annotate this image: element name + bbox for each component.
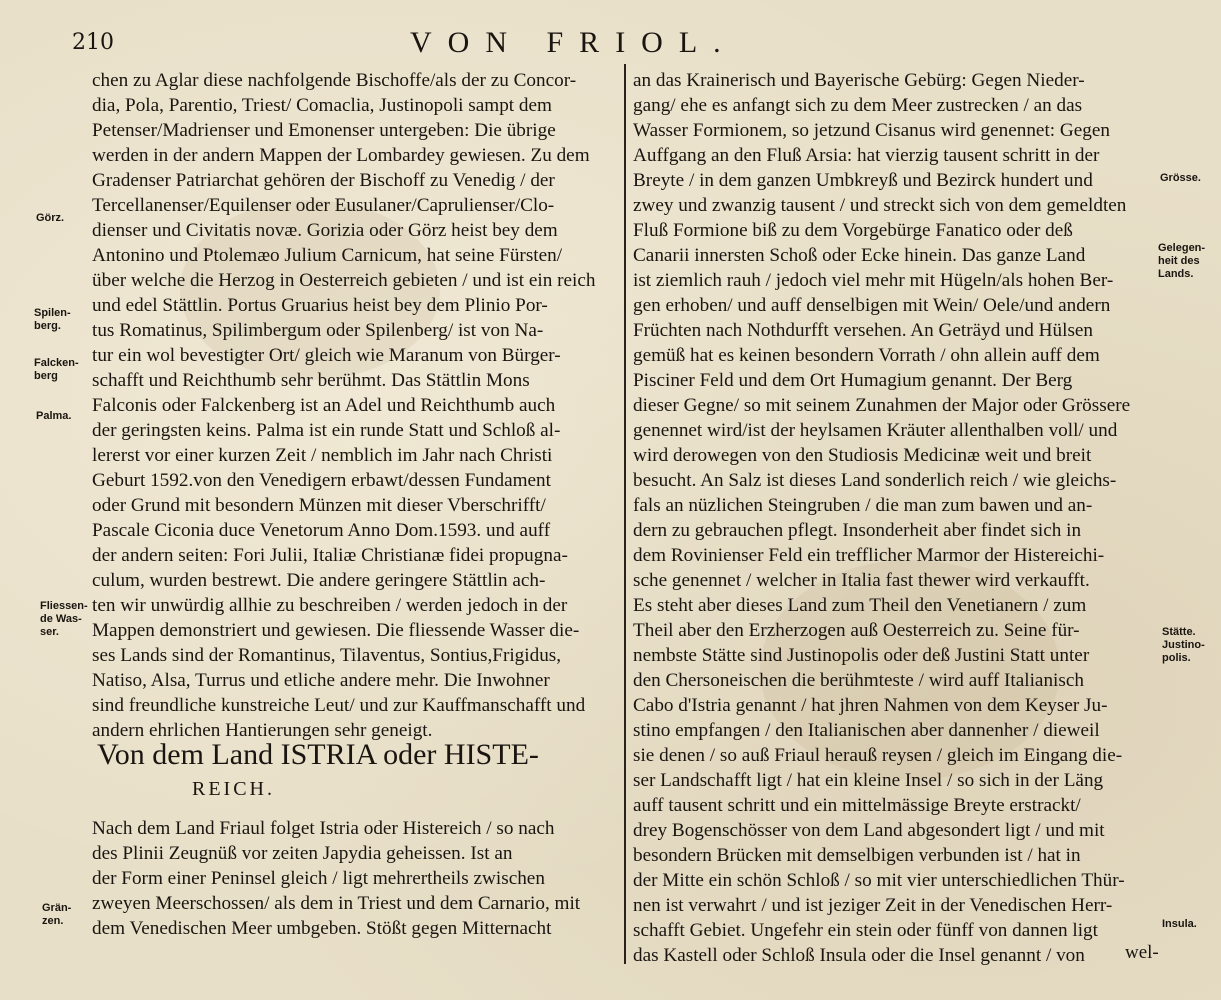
margin-note-goerz: Görz.	[36, 212, 65, 224]
text-line: auff tausent schritt und ein mittelmässige Breyte erstrackt/	[633, 795, 1081, 816]
text-line: nembste Stätte sind Justinopolis oder deß Justini Statt unter	[633, 645, 1090, 666]
text-line: Breyte / in dem ganzen Umbkreyß und Bezirck hundert und	[633, 170, 1093, 191]
column-divider	[624, 64, 626, 964]
text-line: an das Krainerisch und Bayerische Gebürg: Gegen Nieder-	[633, 70, 1085, 91]
text-line: zwey und zwanzig tausent / und streckt sich von dem gemeldten	[633, 195, 1127, 216]
text-line: Cabo d'Istria genannt / hat jhren Nahmen von dem Keyser Ju-	[633, 695, 1108, 716]
text-line: das Kastell oder Schloß Insula oder die Insel genannt / von	[633, 945, 1085, 966]
text-line: sie denen / so auß Friaul herauß reysen / gleich im Eingang die-	[633, 745, 1123, 766]
text-line: Antonino und Ptolemæo Julium Carnicum, hat seine Fürsten/	[92, 245, 563, 266]
text-line: wird derowegen von den Studiosis Medicinæ weit und breit	[633, 445, 1092, 466]
text-line: fals an nüzlichen Steingruben / die man zum bawen und an-	[633, 495, 1093, 516]
text-line: Tercellanenser/Equilenser oder Eusulaner/Caprulienser/Clo-	[92, 195, 555, 216]
section-heading	[97, 738, 539, 806]
catchword: wel-	[1125, 942, 1159, 963]
running-title: VON FRIOL.	[410, 26, 737, 59]
margin-note-gelegenheit: Gelegen- heit des Lands.	[1158, 242, 1206, 280]
text-line: Natiso, Alsa, Turrus und etliche andere mehr. Die Inwohner	[92, 670, 550, 691]
text-line: tur ein wol bevestigter Ort/ gleich wie Maranum von Bürger-	[92, 345, 561, 366]
text-line: Fluß Formione biß zu dem Vorgebürge Fanatico oder deß	[633, 220, 1073, 241]
text-line: andern ehrlichen Hantierungen sehr geneigt.	[92, 720, 433, 741]
page-number: 210	[72, 30, 114, 55]
text-line: sind freundliche kunstreiche Leut/ und zur Kauffmanschafft und	[92, 695, 586, 716]
margin-note-groesse: Grösse.	[1160, 172, 1201, 184]
margin-note-graenzen: Grän- zen.	[42, 902, 72, 927]
text-line: Pascale Ciconia duce Venetorum Anno Dom.1593. und auff	[92, 520, 551, 541]
text-line: chen zu Aglar diese nachfolgende Bischoffe/als der zu Concor-	[92, 70, 577, 91]
right-column	[633, 68, 1153, 968]
text-line: dienser und Civitatis novæ. Gorizia oder Görz heist bey dem	[92, 220, 558, 241]
text-line: Canarii innersten Schoß oder Ecke hinein. Das ganze Land	[633, 245, 1086, 266]
margin-note-fliessende-wasser: Fliessen- de Was- ser.	[40, 600, 88, 638]
text-line: schafft und Reichthumb sehr berühmt. Das Stättlin Mons	[92, 370, 530, 391]
text-line: der Mitte ein schön Schloß / so mit vier unterschiedlichen Thür-	[633, 870, 1125, 891]
text-line: sche genennet / welcher in Italia fast thewer wird verkaufft.	[633, 570, 1090, 591]
text-line: dem Rovinienser Feld ein trefflicher Marmor der Histereichi-	[633, 545, 1105, 566]
text-line: gen erhoben/ und auff denselbigen mit Wein/ Oele/und andern	[633, 295, 1111, 316]
text-line: Nach dem Land Friaul folget Istria oder Histereich / so nach	[92, 818, 555, 839]
margin-note-palma: Palma.	[36, 410, 72, 422]
text-line: Es steht aber dieses Land zum Theil den Venetianern / zum	[633, 595, 1087, 616]
text-line: genennet wird/ist der heylsamen Kräuter allenthalben voll/ und	[633, 420, 1118, 441]
text-line: oder Grund mit besondern Münzen mit dieser Vberschrifft/	[92, 495, 546, 516]
text-line: besucht. An Salz ist dieses Land sonderlich reich / wie gleichs-	[633, 470, 1117, 491]
margin-note-staette: Stätte. Justino- polis.	[1162, 626, 1205, 664]
text-line: Pisciner Feld und dem Ort Humagium genannt. Der Berg	[633, 370, 1073, 391]
text-line: culum, wurden bestrewt. Die andere geringere Stättlin ach-	[92, 570, 546, 591]
text-line: nen ist verwahrt / und ist jeziger Zeit in der Venedischen Herr-	[633, 895, 1113, 916]
text-line: der geringsten keins. Palma ist ein runde Statt und Schloß al-	[92, 420, 561, 441]
text-line: dem Venedischen Meer umbgeben. Stößt gegen Mitternacht	[92, 918, 552, 939]
left-column	[92, 68, 612, 743]
text-line: Theil aber den Erzherzogen auß Oesterreich zu. Seine für-	[633, 620, 1080, 641]
text-line: dern zu gebrauchen pflegt. Insonderheit aber findet sich in	[633, 520, 1082, 541]
text-line: Geburt 1592.von den Venedigern erbawt/dessen Fundament	[92, 470, 551, 491]
text-line: Früchten nach Nothdurfft versehen. An Geträyd und Hülsen	[633, 320, 1094, 341]
text-line: dia, Pola, Parentio, Triest/ Comaclia, Justinopoli sampt dem	[92, 95, 552, 116]
text-line: schafft Gebiet. Ungefehr ein stein oder fünff von dannen ligt	[633, 920, 1098, 941]
text-line: gemüß hat es keinen besondern Vorrath / ohn allein auff dem	[633, 345, 1100, 366]
text-line: drey Bogenschösser von dem Land abgesondert ligt / und mit	[633, 820, 1105, 841]
margin-note-insula: Insula.	[1162, 918, 1197, 930]
text-line: Petenser/Madrienser und Emonenser untergeben: Die übrige	[92, 120, 556, 141]
text-line: Gradenser Patriarchat gehören der Bischoff zu Venedig / der	[92, 170, 555, 191]
section-heading-line1: Von dem Land ISTRIA oder HISTE-	[97, 738, 539, 771]
text-line: der andern seiten: Fori Julii, Italiæ Christianæ fidei propugna-	[92, 545, 568, 566]
text-line: Mappen demonstriert und gewiesen. Die fliessende Wasser die-	[92, 620, 580, 641]
text-line: ten wir unwürdig allhie zu beschreiben / werden jedoch in der	[92, 595, 568, 616]
text-line: ses Lands sind der Romantinus, Tilaventus, Sontius,Frigidus,	[92, 645, 562, 666]
text-line: dieser Gegne/ so mit seinem Zunahmen der Major oder Grössere	[633, 395, 1131, 416]
text-line: lererst vor einer kurzen Zeit / nemblich im Jahr nach Christi	[92, 445, 553, 466]
text-line: zweyen Meerschossen/ als dem in Triest und dem Carnario, mit	[92, 893, 581, 914]
text-line: ist ziemlich rauh / jedoch viel mehr mit Hügeln/als hohen Ber-	[633, 270, 1114, 291]
text-line: gang/ ehe es anfangt sich zu dem Meer zustrecken / an das	[633, 95, 1083, 116]
text-line: über welche die Herzog in Oesterreich gebieten / und ist ein reich	[92, 270, 596, 291]
margin-note-spilenberg: Spilen- berg.	[34, 307, 71, 332]
text-line: den Chersoneischen die berühmteste / wird auff Italianisch	[633, 670, 1084, 691]
text-line: stino empfangen / den Italianischen aber dannenher / dieweil	[633, 720, 1100, 741]
margin-note-falckenberg: Falcken- berg	[34, 357, 79, 382]
text-line: der Form einer Peninsel gleich / ligt mehrertheils zwischen	[92, 868, 545, 889]
text-line: des Plinii Zeugnüß vor zeiten Japydia geheissen. Ist an	[92, 843, 513, 864]
text-line: tus Romatinus, Spilimbergum oder Spilenberg/ ist von Na-	[92, 320, 544, 341]
text-line: ser Landschafft ligt / hat ein kleine Insel / so sich in der Läng	[633, 770, 1104, 791]
text-line: Wasser Formionem, so jetzund Cisanus wird genennet: Gegen	[633, 120, 1110, 141]
text-line: besondern Brücken mit demselbigen verbunden ist / hat in	[633, 845, 1081, 866]
text-line: und edel Stättlin. Portus Gruarius heist bey dem Plinio Por-	[92, 295, 548, 316]
text-line: werden in der andern Mappen der Lombardey gewiesen. Zu dem	[92, 145, 590, 166]
text-line: Falconis oder Falckenberg ist an Adel und Reichthumb auch	[92, 395, 556, 416]
section-heading-line2: REICH.	[192, 778, 275, 800]
text-line: Auffgang an den Fluß Arsia: hat vierzig tausent schritt in der	[633, 145, 1100, 166]
left-column-continued	[92, 816, 612, 941]
